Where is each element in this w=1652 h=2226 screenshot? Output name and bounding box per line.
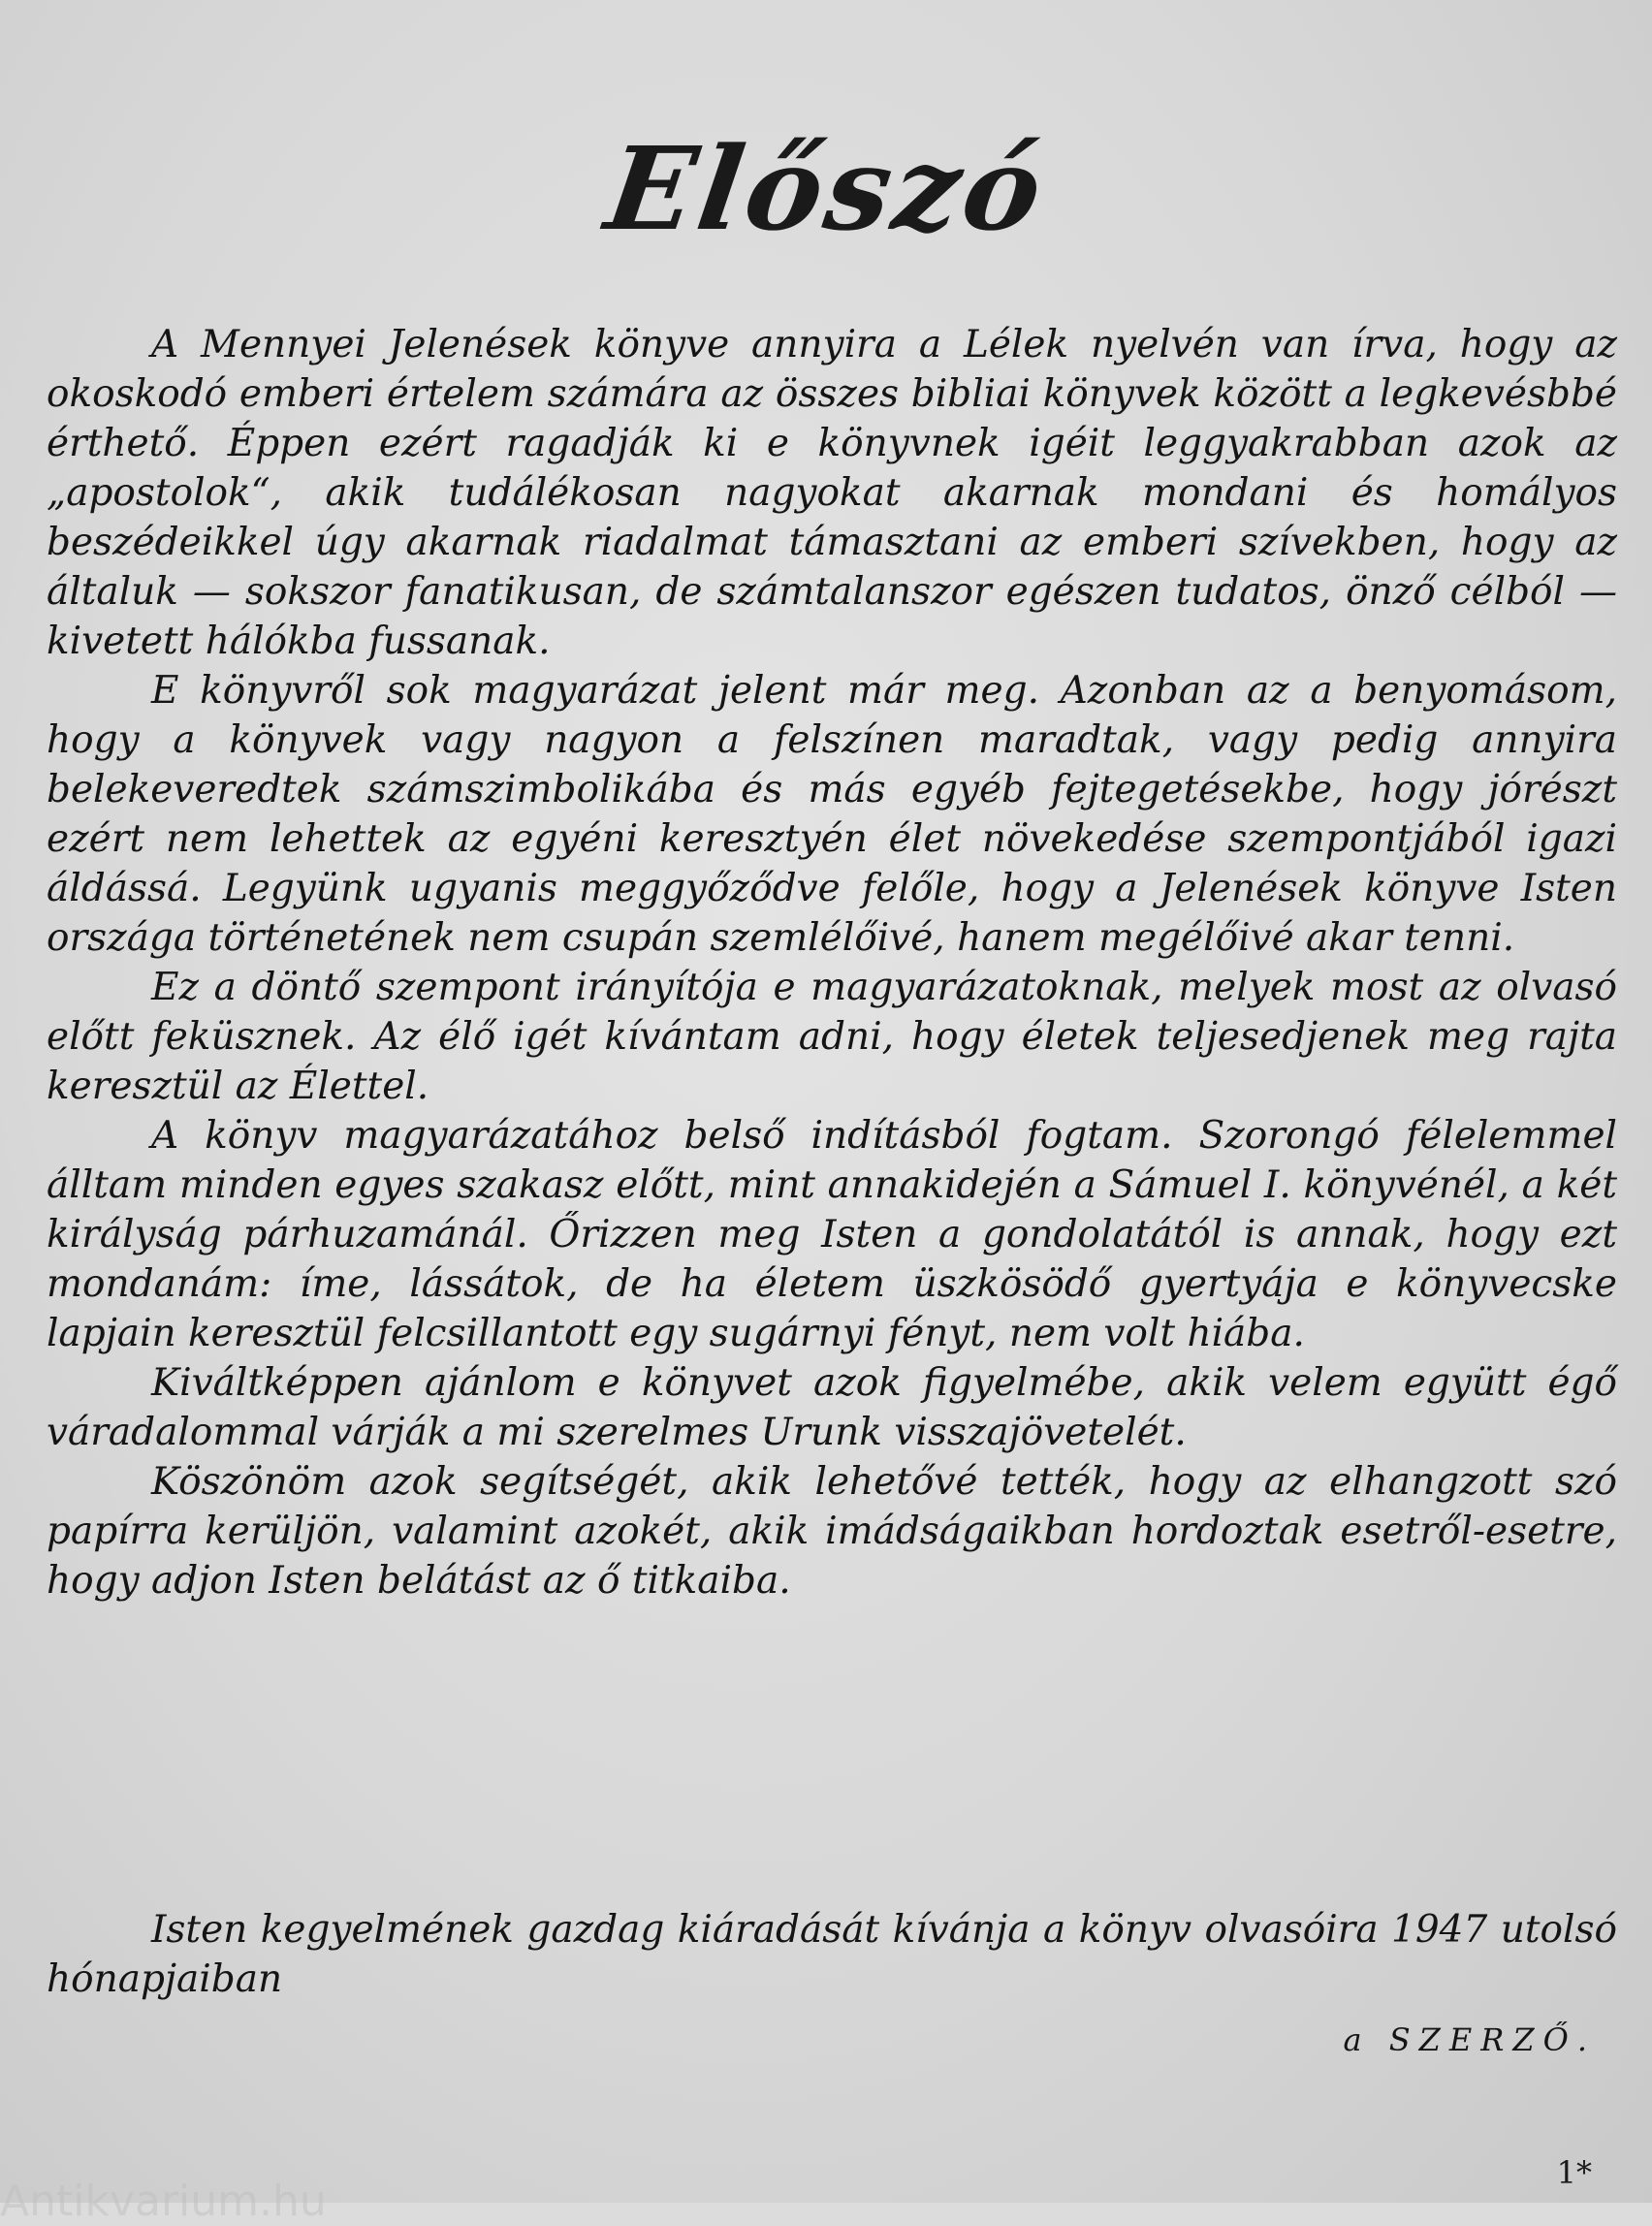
preface-body <box>47 320 1617 1606</box>
preface-paragraph-4: A könyv magyarázatához belső indításból fogtam. Szorongó félelemmel álltam minden egyes szakasz előtt, mint annakidején a Sámuel I. könyvénél, a két királyság párhuzamánál. Őrizzen meg Isten a gondolatától is annak, hogy ezt mondanám: íme, lássátok, de ha életem üszkösödő gyertyája e könyvecske lapjain keresztül felcsillantott egy sugárnyi fényt, nem volt hiába. <box>47 1114 1617 1355</box>
page-title: Előszó <box>598 121 1054 256</box>
preface-paragraph-2: E könyvről sok magyarázat jelent már meg. Azonban az a benyomásom, hogy a könyvek vagy nagyon a felszínen maradtak, vagy pedig annyira belekeveredtek számszimbolikába és más egyéb fejtegetésekbe, hogy jórészt ezért nem lehettek az egyéni keresztyén élet növekedése szempontjából igazi áldássá. Legyünk ugyanis meggyőződve felőle, hogy a Jelenések könyve Isten országa történetének nem csupán szemlélőivé, hanem megélőivé akar tenni. <box>47 669 1617 960</box>
preface-paragraph-6: Köszönöm azok segítségét, akik lehetővé tették, hogy az elhangzott szó papírra kerüljön, valamint azokét, akik imádságaikban hordoztak esetről-esetre, hogy adjon Isten belátást az ő titkaiba. <box>47 1460 1617 1603</box>
watermark: Antikvarium.hu <box>0 2177 327 2226</box>
author-signature: a SZERZŐ. <box>1343 2021 1596 2058</box>
preface-paragraph-3: Ez a döntő szempont irányítója e magyarázatoknak, melyek most az olvasó előtt feküsznek. Az élő igét kívántam adni, hogy életek teljesedjenek meg rajta keresztül az Élettel. <box>47 966 1617 1108</box>
preface-paragraph-1: A Mennyei Jelenések könyve annyira a Lélek nyelvén van írva, hogy az okoskodó emberi értelem számára az összes bibliai könyvek között a legkevésbbé érthető. Éppen ezért ragadják ki e könyvnek igéit leggyakrabban azok az „apostolok“, akik tudálékosan nagyokat akarnak mondani és homályos beszédeikkel úgy akarnak riadalmat támasztani az emberi szívekben, hogy az általuk — sokszor fanatikusan, de számtalanszor egészen tudatos, önző célból — kivetett hálókba fussanak. <box>47 323 1617 663</box>
page-number: 1* <box>1556 2154 1592 2191</box>
closing-wish: Isten kegyelmének gazdag kiáradását kívánja a könyv olvasóira 1947 utolsó hónapjaiban <box>47 1908 1617 2001</box>
preface-paragraph-5: Kiváltképpen ajánlom e könyvet azok figyelmébe, akik velem együtt égő váradalommal várják a mi szerelmes Urunk visszajövetelét. <box>47 1361 1617 1454</box>
